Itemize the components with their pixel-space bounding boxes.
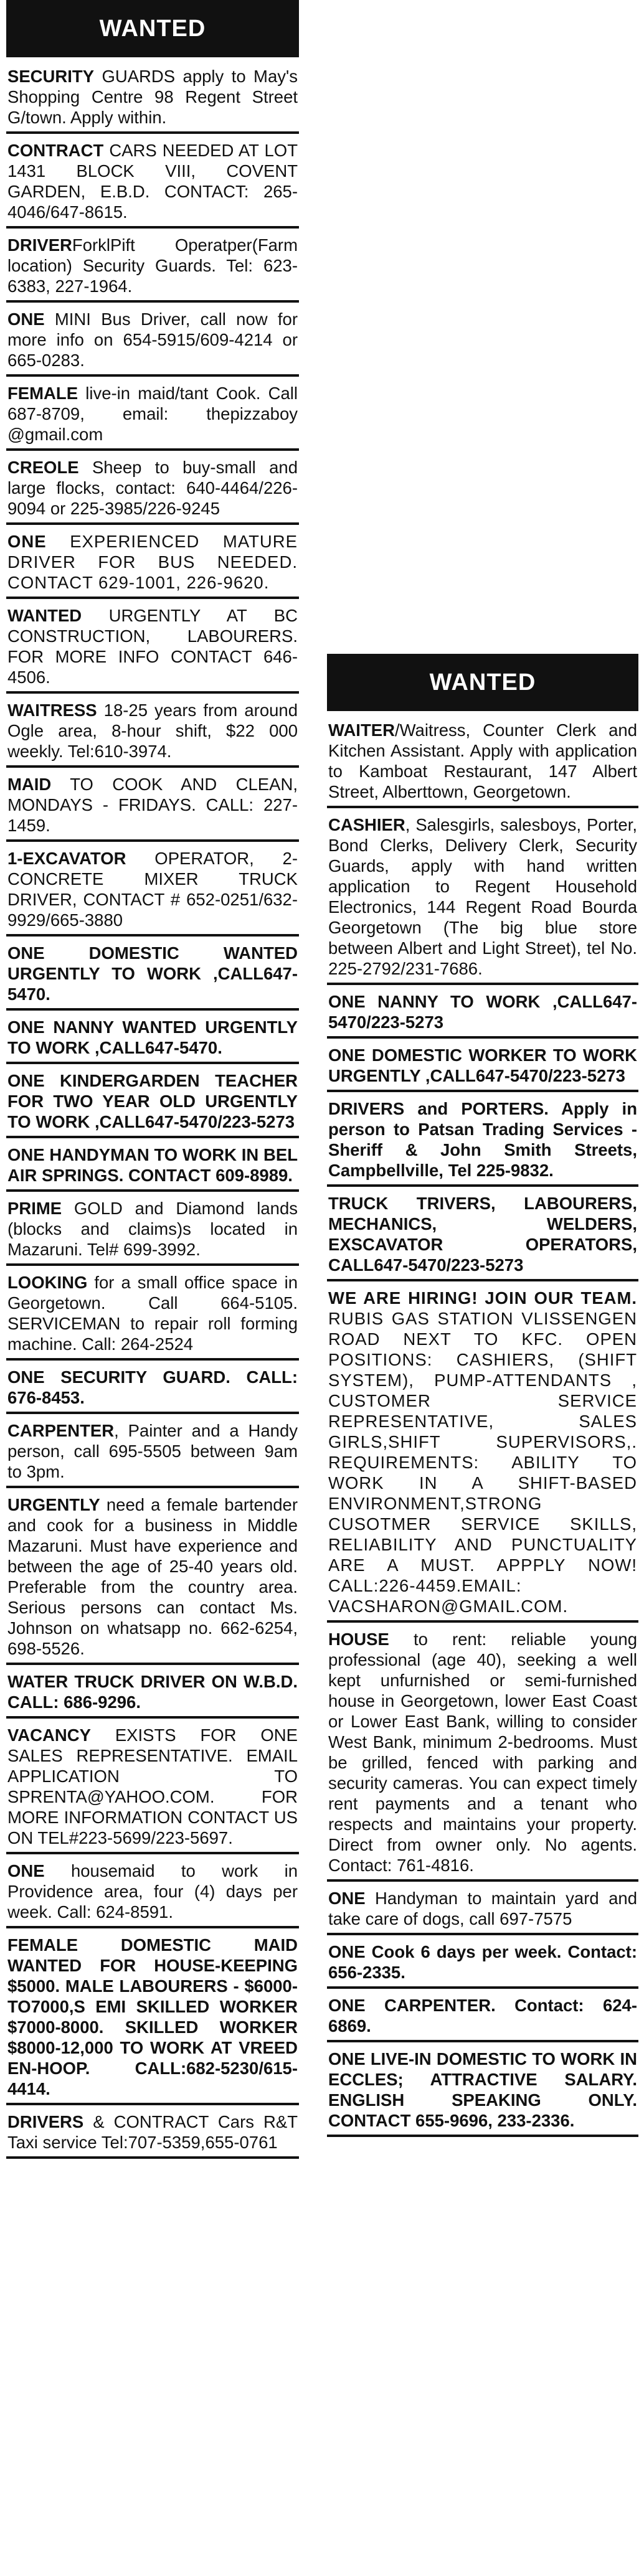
- classified-ad: [327, 1042, 638, 1092]
- ad-lead-word: SECURITY: [7, 67, 95, 86]
- classified-ad: [6, 1014, 299, 1064]
- ad-body-text: MINI Bus Driver, call now for more info on 654-5915/609-4214 or 665-0283.: [7, 309, 298, 370]
- ad-lead-word: DRIVERS: [328, 1099, 405, 1118]
- ad-body-text: , Painter and a Handy person, call 695-5505 between 9am to 3pm.: [7, 1421, 298, 1481]
- ad-lead-word: TRUCK: [328, 1194, 389, 1213]
- classified-ad: [327, 1626, 638, 1882]
- ad-lead-word: ONE: [7, 1017, 45, 1037]
- ad-lead-word: ONE: [7, 1367, 45, 1387]
- ad-body-text: CARPENTER. Contact: 624-6869.: [328, 1996, 637, 2036]
- ad-lead-word: WAITER: [328, 720, 395, 740]
- ad-body-text: TRUCK DRIVER ON W.B.D. CALL: 686-9296.: [7, 1672, 298, 1712]
- ad-body-text: 18-25 years from around Ogle area, 8-hour shift, $22 000 weekly. Tel:610-3974.: [7, 701, 298, 761]
- ad-lead-word: WE ARE HIRING! JOIN OUR TEAM.: [328, 1288, 637, 1308]
- ad-body-text: , Salesgirls, salesboys, Porter, Bond Clerks, Delivery Clerk, Security Guards, apply with hand written application to Regent Household Electronics, 144 Regent Road Bourda Georgetown (The big blue store between Albert and Light Street), tel No. 225-2792/231-7686.: [328, 815, 637, 978]
- classified-ad: [6, 138, 299, 229]
- ad-lead-word: ONE: [7, 1071, 45, 1090]
- classified-ad: [6, 940, 299, 1011]
- classified-ad: [327, 717, 638, 808]
- ad-body-text: GOLD and Diamond lands (blocks and claims)s located in Mazaruni. Tel# 699-3992.: [7, 1199, 298, 1259]
- ads-list-left: [6, 64, 299, 2159]
- wanted-header-right: WANTED: [327, 654, 638, 711]
- ad-lead-word: ONE: [7, 532, 47, 551]
- ad-lead-word: ONE: [7, 1145, 45, 1164]
- ad-lead-word: VACANCY: [7, 1725, 91, 1745]
- ad-lead-word: FEMALE: [7, 384, 78, 403]
- ads-list-right: [327, 717, 638, 2137]
- classified-ad: [6, 1492, 299, 1665]
- ad-body-text: TRIVERS, LABOURERS, MECHANICS, WELDERS, EXSCAVATOR OPERATORS, CALL647-5470/223-5273: [328, 1194, 637, 1275]
- classified-ad: [327, 1993, 638, 2042]
- ad-body-text: OPERATOR, 2- CONCRETE MIXER TRUCK DRIVER, CONTACT # 652-0251/632-9929/665-3880: [7, 849, 298, 930]
- classified-ad: [6, 1932, 299, 2105]
- ad-lead-word: 1-EXCAVATOR: [7, 849, 126, 868]
- ad-lead-word: HOUSE: [328, 1630, 389, 1649]
- classified-ad: [6, 1858, 299, 1928]
- classified-ad: [6, 1270, 299, 1361]
- ad-lead-word: ONE: [7, 943, 45, 963]
- ad-lead-word: ONE: [7, 1861, 45, 1880]
- ad-lead-word: WATER: [7, 1672, 69, 1691]
- classified-ad: [6, 380, 299, 451]
- ad-body-text: Sheep to buy-small and large flocks, contact: 640-4464/226-9094 or 225-3985/226-9245: [7, 458, 298, 518]
- classified-ad: [6, 603, 299, 694]
- right-column: [327, 654, 638, 2141]
- ad-body-text: HANDYMAN TO WORK IN BEL AIR SPRINGS. CONTACT 609-8989.: [7, 1145, 298, 1185]
- ad-lead-word: DRIVERS: [7, 2112, 84, 2131]
- ad-body-text: to rent: reliable young professional (age 40), seeking a well kept unfurnished or semi-furnished house in Georgetown, lower East Coast or Lower East Bank, willing to consider West Bank, minimum 2-bedrooms. Must be grilled, fenced with parking and security cameras. You can expect timely rent payments and a tenant who respects and maintains your property. Direct from owner only. No agents. Contact: 761-4816.: [328, 1630, 637, 1875]
- ad-body-text: and PORTERS. Apply in person to Patsan Trading Services - Sheriff & John Smith Streets, Campbellville, Tel 225-9832.: [328, 1099, 637, 1180]
- classified-ad: [6, 306, 299, 377]
- classified-ad: [6, 771, 299, 842]
- ad-body-text: Cook 6 days per week. Contact: 656-2335.: [328, 1942, 637, 1982]
- wanted-header-left: WANTED: [6, 0, 299, 57]
- classified-ad: [6, 1196, 299, 1266]
- ad-body-text: KINDERGARDEN TEACHER FOR TWO YEAR OLD URGENTLY TO WORK ,CALL647-5470/223-5273: [7, 1071, 298, 1131]
- ad-lead-word: WANTED: [7, 606, 82, 625]
- ad-lead-word: ONE: [328, 1942, 366, 1961]
- ad-lead-word: CARPENTER: [7, 1421, 115, 1440]
- classified-ad: [327, 1939, 638, 1989]
- classified-ad: [327, 2046, 638, 2137]
- ad-body-text: Handyman to maintain yard and take care of dogs, call 697-7575: [328, 1889, 637, 1928]
- ad-lead-word: DRIVER: [7, 235, 72, 255]
- classified-ad: [6, 2109, 299, 2159]
- classified-ad: [327, 1191, 638, 1281]
- ad-body-text: CARS NEEDED AT LOT 1431 BLOCK VIII, COVENT GARDEN, E.B.D. CONTACT: 265-4046/647-8615.: [7, 141, 298, 222]
- left-column: [6, 0, 299, 2163]
- ad-body-text: /Waitress, Counter Clerk and Kitchen Assistant. Apply with application to Kamboat Restaurant, 147 Albert Street, Alberttown, Georgetown.: [328, 720, 637, 801]
- ad-body-text: LIVE-IN DOMESTIC TO WORK IN ECCLES; ATTRACTIVE SALARY. ENGLISH SPEAKING ONLY. CONTACT 655-9696, 233-2336.: [328, 2049, 637, 2130]
- classified-ad: [6, 1364, 299, 1414]
- classified-ad: [327, 1096, 638, 1187]
- classified-ad: [6, 529, 299, 599]
- ad-body-text: GUARDS apply to May's Shopping Centre 98 Regent Street G/town. Apply within.: [7, 67, 298, 127]
- ad-lead-word: ONE: [328, 1889, 366, 1908]
- ad-lead-word: CASHIER: [328, 815, 405, 834]
- ad-body-text: URGENTLY AT BC CONSTRUCTION, LABOURERS. FOR MORE INFO CONTACT 646-4506.: [7, 606, 298, 687]
- ad-body-text: EXISTS FOR ONE SALES REPRESENTATIVE. EMAIL APPLICATION TO SPRENTA@YAHOO.COM. FOR MORE INFORMATION CONTACT US ON TEL#223-5699/223-5697.: [7, 1725, 298, 1847]
- ad-lead-word: ONE: [328, 1996, 366, 2015]
- classified-ad: [327, 1285, 638, 1623]
- ad-body-text: & CONTRACT Cars R&T Taxi service Tel:707-5359,655-0761: [7, 2112, 298, 2152]
- ad-body-text: DOMESTIC WANTED URGENTLY TO WORK ,CALL647-5470.: [7, 943, 298, 1004]
- ad-lead-word: ONE: [328, 992, 366, 1011]
- ad-lead-word: LOOKING: [7, 1273, 88, 1292]
- ad-body-text: EXPERIENCED MATURE DRIVER FOR BUS NEEDED. CONTACT 629-1001, 226-9620.: [7, 532, 298, 592]
- ad-lead-word: CREOLE: [7, 458, 79, 477]
- classified-ad: [327, 1885, 638, 1935]
- ad-lead-word: FEMALE: [7, 1935, 78, 1955]
- classified-ad: [6, 697, 299, 768]
- classified-ad: [6, 1418, 299, 1488]
- classified-ad: [6, 232, 299, 303]
- classified-ad: [6, 1669, 299, 1719]
- ad-body-text: SECURITY GUARD. CALL: 676-8453.: [7, 1367, 298, 1407]
- classified-ad: [327, 812, 638, 985]
- ad-body-text: TO COOK AND CLEAN, MONDAYS - FRIDAYS. CALL: 227-1459.: [7, 775, 298, 835]
- ad-lead-word: CONTRACT: [7, 141, 104, 160]
- classified-ad: [6, 1142, 299, 1192]
- ad-body-text: NANNY TO WORK ,CALL647-5470/223-5273: [328, 992, 637, 1032]
- ad-body-text: housemaid to work in Providence area, four (4) days per week. Call: 624-8591.: [7, 1861, 298, 1922]
- ad-lead-word: ONE: [7, 309, 45, 329]
- ad-body-text: DOMESTIC WORKER TO WORK URGENTLY ,CALL647-5470/223-5273: [328, 1045, 637, 1085]
- ad-lead-word: MAID: [7, 775, 52, 794]
- ad-body-text: live-in maid/tant Cook. Call 687-8709, email: thepizzaboy @gmail.com: [7, 384, 298, 444]
- classified-ad: [6, 846, 299, 937]
- ad-lead-word: ONE: [328, 1045, 366, 1065]
- classified-ad: [6, 64, 299, 134]
- ad-body-text: need a female bartender and cook for a business in Middle Mazaruni. Must have experience and between the age of 25-40 years old. Preferable from the country area. Serious persons can contact Ms. Johnson on whatsapp no. 662-6254, 698-5526.: [7, 1495, 298, 1658]
- ad-body-text: ForklPift Operatper(Farm location) Security Guards. Tel: 623-6383, 227-1964.: [7, 235, 298, 296]
- classified-ad: [327, 989, 638, 1039]
- ad-lead-word: PRIME: [7, 1199, 62, 1218]
- ad-body-text: for a small office space in Georgetown. Call 664-5105. SERVICEMAN to repair roll forming machine. Call: 264-2524: [7, 1273, 298, 1354]
- ad-body-text: RUBIS GAS STATION VLISSENGEN ROAD NEXT TO KFC. OPEN POSITIONS: CASHIERS, (SHIFT SYSTEM), PUMP-ATTENDANTS , CUSTOMER SERVICE REPRESENTATIVE, SALES GIRLS,SHIFT SUPERVISORS,. REQUIREMENTS: ABILITY TO WORK IN A SHIFT-BASED ENVIRONMENT,STRONG CUSOTMER SERVICE SKILLS, RELIABILITY AND PUNCTUALITY ARE A MUST. APPPLY NOW! CALL:226-4459.EMAIL: VACSHARON@GMAIL.COM.: [328, 1309, 637, 1616]
- ad-body-text: NANNY WANTED URGENTLY TO WORK ,CALL647-5470.: [7, 1017, 298, 1057]
- ad-lead-word: URGENTLY: [7, 1495, 100, 1514]
- ad-lead-word: ONE: [328, 2049, 366, 2069]
- ad-body-text: DOMESTIC MAID WANTED FOR HOUSE-KEEPING $5000. MALE LABOURERS - $6000-TO7000,S EMI SKILLED WORKER $7000-8000. SKILLED WORKER $8000-12,000 TO WORK AT VREED EN-HOOP. CALL:682-5230/615-4414.: [7, 1935, 298, 2098]
- classified-ad: [6, 1068, 299, 1138]
- classified-ad: [6, 455, 299, 525]
- ad-lead-word: WAITRESS: [7, 701, 97, 720]
- classified-ad: [6, 1722, 299, 1854]
